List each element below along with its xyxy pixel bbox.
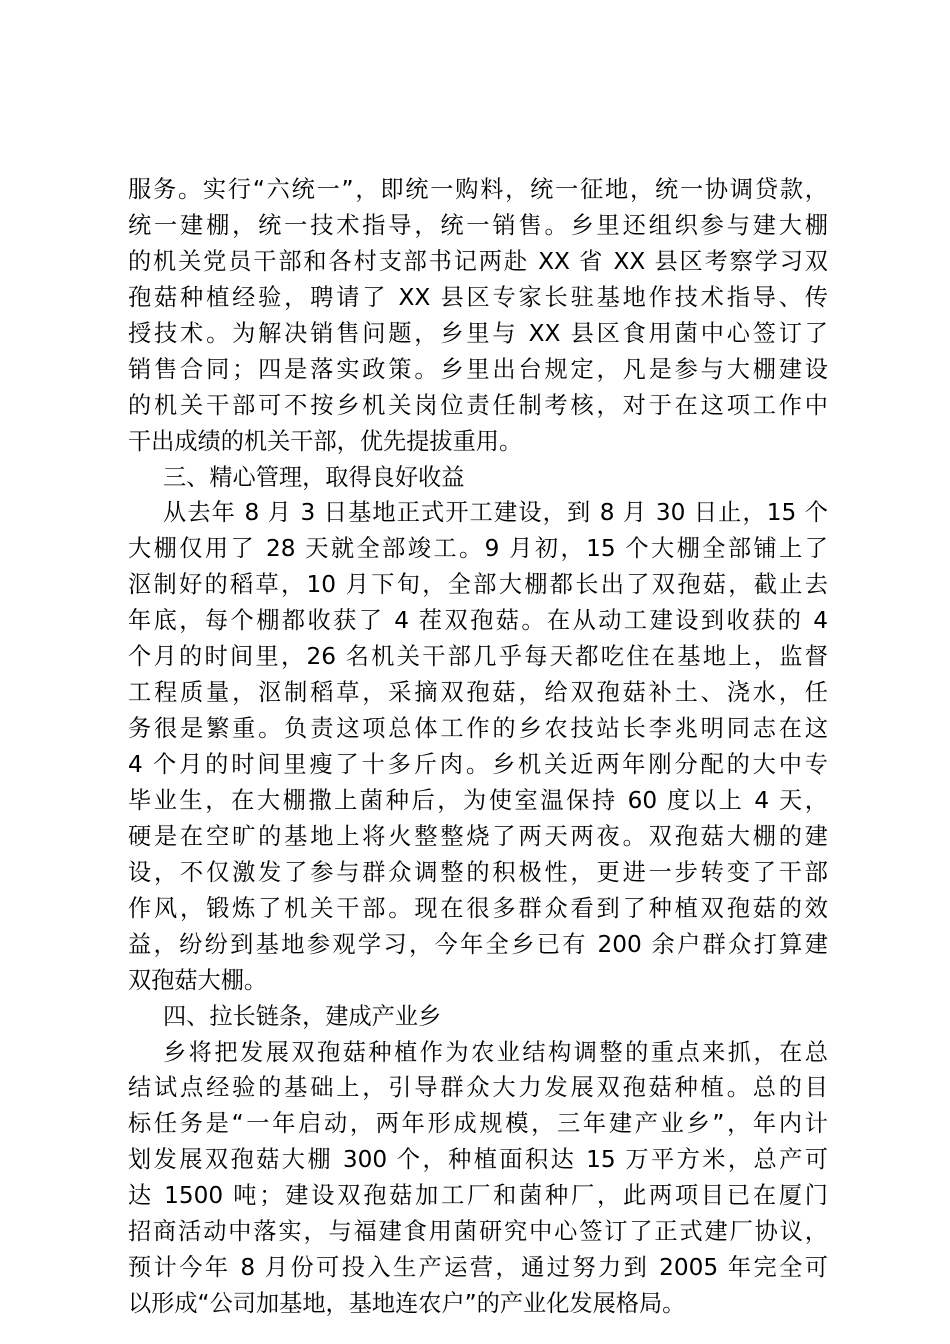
text-line: 统一建棚，统一技术指导，统一销售。乡里还组织参与建大棚 [128,211,828,239]
section-heading: 三、精心管理，取得良好收益 [163,463,465,491]
text-line: 干出成绩的机关干部，优先提拔重用。 [128,427,523,455]
text-line: 作风，锻炼了机关干部。现在很多群众看到了种植双孢菇的效 [128,894,828,922]
text-line: 划发展双孢菇大棚 300 个，种植面积达 15 万平方米，总产可 [128,1146,828,1174]
text-line: 标任务是“一年启动，两年形成规模，三年建产业乡”，年内计 [128,1110,828,1138]
text-line: 益，纷纷到基地参观学习，今年全乡已有 200 余户群众打算建 [128,930,828,958]
text-line: 招商活动中落实，与福建食用菌研究中心签订了正式建厂协议， [128,1218,828,1246]
text-line: 年底，每个棚都收获了 4 茬双孢菇。在从动工建设到收获的 4 [128,607,828,635]
text-line: 以形成“公司加基地，基地连农户”的产业化发展格局。 [128,1290,686,1318]
text-line: 双孢菇大棚。 [128,966,268,994]
text-line: 毕业生，在大棚撒上菌种后，为使室温保持 60 度以上 4 天， [128,786,828,814]
text-line: 乡将把发展双孢菇种植作为农业结构调整的重点来抓，在总 [163,1038,828,1066]
paragraph [128,495,828,998]
text-line: 个月的时间里，26 名机关干部几乎每天都吃住在基地上，监督 [128,643,828,671]
text-line: 设，不仅激发了参与群众调整的积极性，更进一步转变了干部 [128,858,828,886]
text-line: 大棚仅用了 28 天就全部竣工。9 月初，15 个大棚全部铺上了 [128,535,828,563]
text-line: 4 个月的时间里瘦了十多斤肉。乡机关近两年刚分配的大中专 [128,751,828,778]
text-line: 务很是繁重。负责这项总体工作的乡农技站长李兆明同志在这 [128,715,828,743]
text-line: 达 1500 吨；建设双孢菇加工厂和菌种厂，此两项目已在厦门 [128,1182,828,1210]
paragraph [128,172,828,460]
document-body [128,172,828,1322]
text-line: 硬是在空旷的基地上将火整整烧了两天两夜。双孢菇大棚的建 [128,822,828,850]
text-line: 的机关干部可不按乡机关岗位责任制考核，对于在这项工作中 [128,391,828,419]
text-line: 服务。实行“六统一”，即统一购料，统一征地，统一协调贷款， [128,176,828,203]
text-line: 结试点经验的基础上，引导群众大力发展双孢菇种植。总的目 [128,1074,828,1102]
text-line: 销售合同；四是落实政策。乡里出台规定，凡是参与大棚建设 [128,355,828,383]
text-line: 工程质量，沤制稻草，采摘双孢菇，给双孢菇补土、浇水，任 [128,679,828,707]
text-line: 从去年 8 月 3 日基地正式开工建设，到 8 月 30 日止，15 个 [163,499,828,527]
paragraph [128,1035,828,1323]
text-line: 孢菇种植经验，聘请了 XX 县区专家长驻基地作技术指导、传 [128,283,828,311]
text-line: 的机关党员干部和各村支部书记两赴 XX 省 XX 县区考察学习双 [128,247,828,275]
text-line: 预计今年 8 月份可投入生产运营，通过努力到 2005 年完全可 [128,1254,828,1282]
section-heading: 四、拉长链条，建成产业乡 [163,1002,442,1030]
text-line: 沤制好的稻草，10 月下旬，全部大棚都长出了双孢菇，截止去 [128,571,828,599]
text-line: 授技术。为解决销售问题，乡里与 XX 县区食用菌中心签订了 [128,319,828,347]
